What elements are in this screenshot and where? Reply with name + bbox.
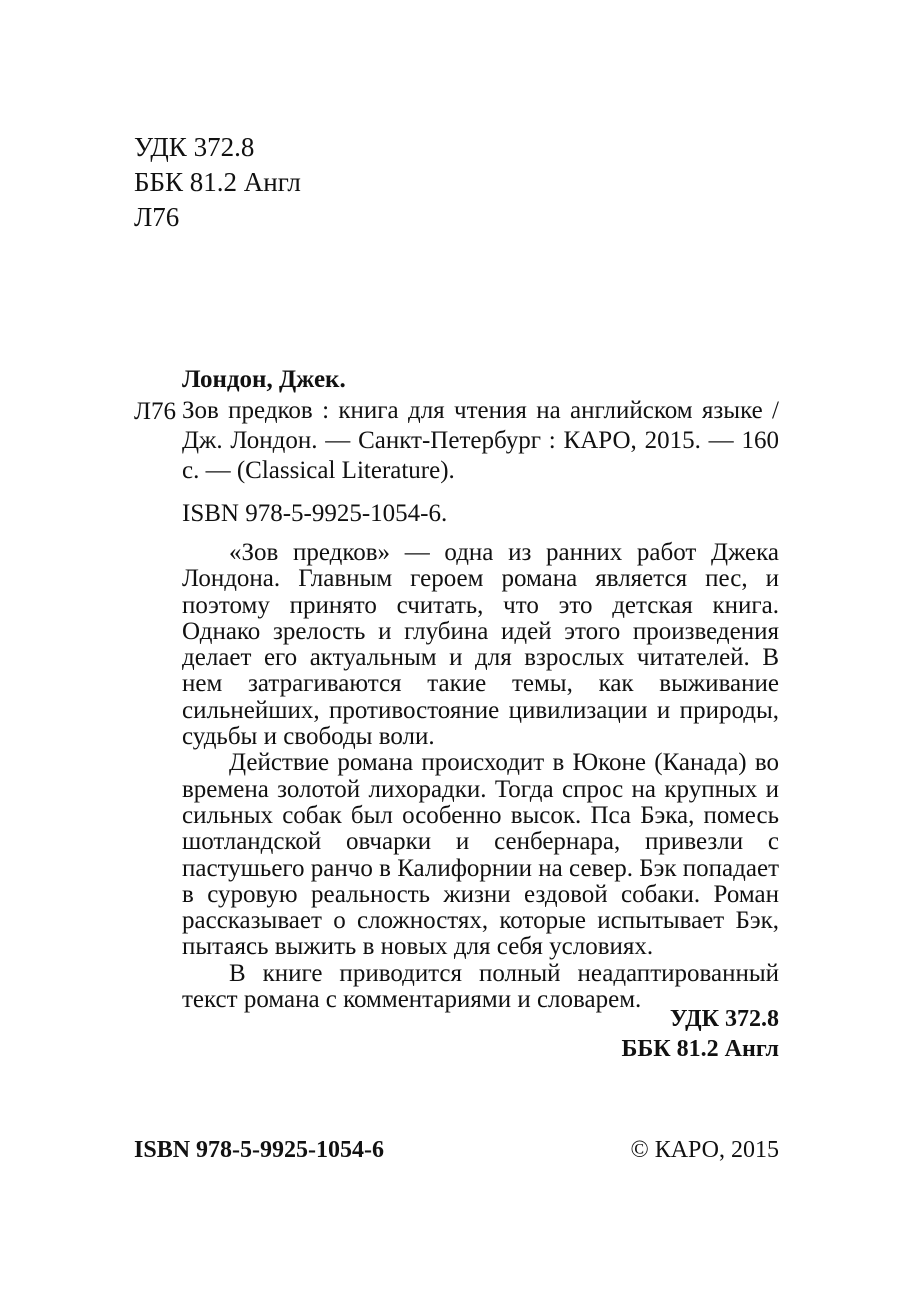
bbk-code-bottom: ББК 81.2 Англ	[621, 1036, 779, 1062]
footer-isbn: ISBN 978-5-9925-1054-6	[134, 1137, 384, 1163]
bbk-code: ББК 81.2 Англ	[134, 167, 301, 197]
author-sign: Л76	[134, 202, 180, 232]
copyright: © КАРО, 2015	[630, 1137, 779, 1163]
author-heading: Лондон, Джек.	[182, 366, 346, 393]
annotation	[182, 540, 779, 1013]
annotation-paragraph: В книге приводится полный неадаптированный текст романа с комментариями и словарем.	[182, 959, 779, 1014]
annotation-paragraph: «Зов предков» — одна из ранних работ Джека Лондона. Главным героем романа является пес, и поэтому принято считать, что это детская книга. Однако зрелость и глубина идей этого произведения делает его актуальным и для взрослых читателей. В нем затрагиваются такие темы, как выживание сильнейших, противостояние цивилизации и природы, судьбы и свободы воли.	[182, 539, 779, 751]
classification-bottom	[622, 1004, 779, 1064]
udk-code-bottom: УДК 372.8	[669, 1006, 779, 1032]
entry-author-sign: Л76	[134, 398, 176, 425]
classification-block	[134, 130, 301, 235]
bibliographic-description: Зов предков : книга для чтения на английском языке / Дж. Лондон. — Санкт-Петербург : КАРО, 2015. — 160 с. — (Classical Literature).	[182, 397, 779, 484]
udk-code: УДК 372.8	[134, 132, 255, 162]
annotation-paragraph: Действие романа происходит в Юконе (Канада) во времена золотой лихорадки. Тогда спрос на крупных и сильных собак был особенно высок. Пса Бэка, помесь шотландской овчарки и сенбернара, привезли с пастушьего ранчо в Калифорнии на север. Бэк попадает в суровую реальность жизни ездовой собаки. Роман рассказывает о сложностях, которые испытывает Бэк, пытаясь выжить в новых для себя условиях.	[182, 749, 779, 961]
entry-isbn: ISBN 978-5-9925-1054-6.	[182, 500, 448, 527]
